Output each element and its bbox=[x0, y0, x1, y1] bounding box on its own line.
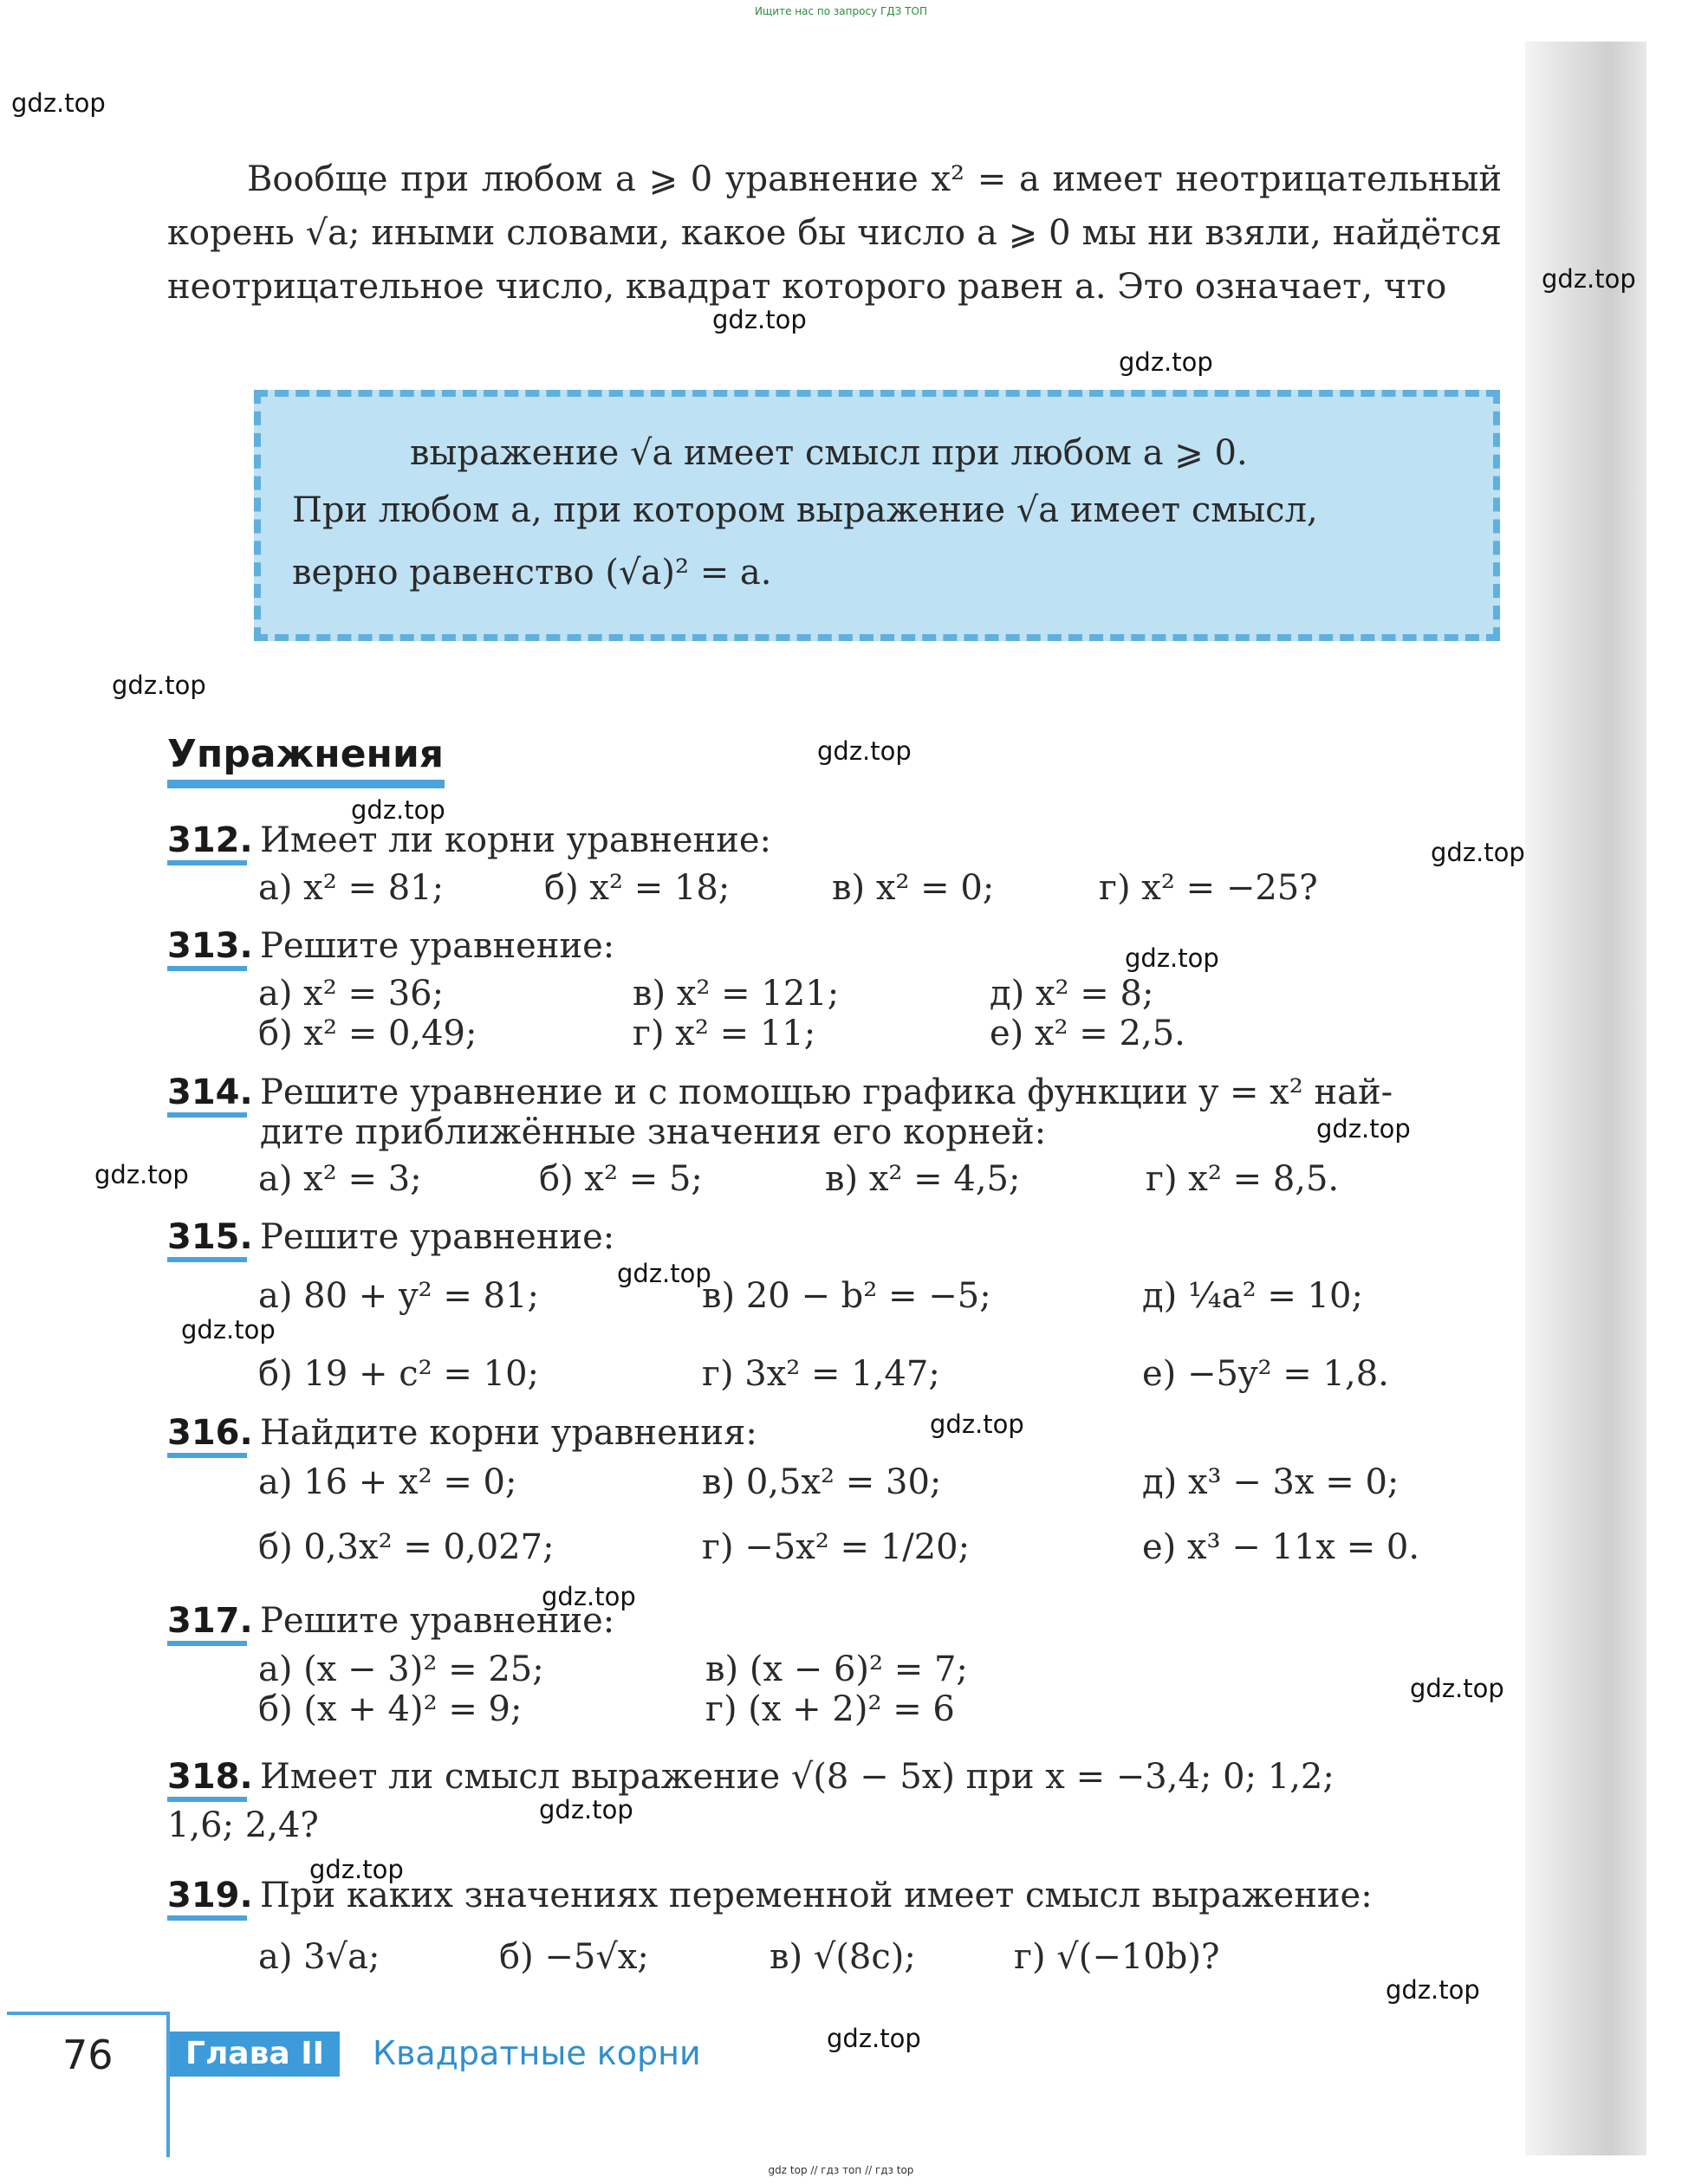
exercise-item: г) (x + 2)² = 6 bbox=[705, 1689, 955, 1729]
exercise-item: а) x² = 81; bbox=[258, 868, 445, 908]
exercise-text-312: Имеет ли корни уравнение: bbox=[260, 820, 771, 860]
section-title: Упражнения bbox=[167, 732, 445, 776]
watermark: gdz.top bbox=[617, 1259, 711, 1288]
exercise-number-318: 318. bbox=[167, 1757, 253, 1797]
exercise-item: д) x² = 8; bbox=[990, 974, 1154, 1014]
watermark: gdz.top bbox=[351, 795, 445, 825]
exercise-text-314: Решите уравнение и с помощью графика функции y = x² най- bbox=[260, 1073, 1393, 1112]
watermark: gdz.top bbox=[11, 88, 106, 118]
watermark: gdz.top bbox=[181, 1315, 276, 1345]
exercise-item: е) −5y² = 1,8. bbox=[1142, 1354, 1389, 1394]
exercise-item: г) x² = 11; bbox=[633, 1014, 816, 1053]
watermark: gdz.top bbox=[827, 2024, 921, 2053]
exercise-number-317: 317. bbox=[167, 1601, 253, 1641]
exercise-number-313: 313. bbox=[167, 926, 253, 966]
exercise-number-314: 314. bbox=[167, 1073, 253, 1112]
exercise-item: а) 16 + x² = 0; bbox=[258, 1462, 517, 1502]
exercise-number-315: 315. bbox=[167, 1217, 253, 1257]
exercise-item: г) √(−10b)? bbox=[1014, 1937, 1220, 1977]
watermark: gdz.top bbox=[817, 736, 912, 766]
watermark: gdz.top bbox=[309, 1855, 404, 1884]
exercise-item: в) x² = 0; bbox=[832, 868, 995, 908]
exercise-item: в) 20 − b² = −5; bbox=[702, 1276, 991, 1316]
section-title-underline bbox=[167, 780, 445, 788]
exercise-item: б) −5√x; bbox=[499, 1937, 649, 1977]
exercise-item: г) x² = −25? bbox=[1099, 868, 1318, 908]
exercise-item: г) 3x² = 1,47; bbox=[702, 1354, 940, 1394]
watermark: gdz.top bbox=[1386, 1975, 1480, 2005]
exercise-item: а) 3√a; bbox=[258, 1937, 380, 1977]
exercise-item: в) x² = 4,5; bbox=[825, 1159, 1021, 1199]
watermark: gdz.top bbox=[94, 1160, 189, 1189]
watermark: gdz.top bbox=[1125, 943, 1219, 973]
exercise-item: е) x³ − 11x = 0. bbox=[1142, 1527, 1420, 1567]
exercise-item: а) (x − 3)² = 25; bbox=[258, 1649, 544, 1689]
watermark: gdz.top bbox=[539, 1795, 633, 1824]
exercise-item: б) (x + 4)² = 9; bbox=[258, 1689, 523, 1729]
exercise-item: б) x² = 0,49; bbox=[258, 1014, 477, 1053]
exercise-item: б) x² = 5; bbox=[539, 1159, 703, 1199]
exercise-item: в) 0,5x² = 30; bbox=[702, 1462, 942, 1502]
page-edge-shadow bbox=[1525, 42, 1646, 2155]
exercise-text-313: Решите уравнение: bbox=[260, 926, 615, 966]
exercise-item: б) 0,3x² = 0,027; bbox=[258, 1527, 555, 1567]
exercise-item: а) x² = 36; bbox=[258, 974, 445, 1014]
rule-line-2: При любом a, при котором выражение √a имеет смысл, bbox=[292, 490, 1318, 530]
exercise-item: г) x² = 8,5. bbox=[1146, 1159, 1340, 1199]
chapter-badge: Глава II bbox=[170, 2032, 340, 2077]
rule-line-3: верно равенство (√a)² = a. bbox=[292, 553, 772, 593]
watermark: gdz.top bbox=[1431, 838, 1525, 867]
exercise-item: а) x² = 3; bbox=[258, 1159, 422, 1199]
exercise-item: д) ¼a² = 10; bbox=[1142, 1276, 1363, 1316]
rule-box bbox=[254, 390, 1500, 641]
exercise-text-314-cont: дите приближённые значения его корней: bbox=[260, 1112, 1047, 1152]
watermark: gdz.top bbox=[930, 1410, 1024, 1439]
exercise-item: в) (x − 6)² = 7; bbox=[705, 1649, 968, 1689]
watermark: gdz.top bbox=[712, 305, 807, 334]
watermark: gdz.top bbox=[1410, 1674, 1504, 1703]
bottom-note: gdz top // гдз топ // гдз top bbox=[768, 2164, 914, 2176]
watermark: gdz.top bbox=[542, 1582, 636, 1611]
exercise-item: г) −5x² = 1/20; bbox=[702, 1527, 971, 1567]
exercise-text-318: Имеет ли смысл выражение √(8 − 5x) при x = −3,4; 0; 1,2; bbox=[260, 1757, 1335, 1797]
exercise-text-315: Решите уравнение: bbox=[260, 1217, 615, 1257]
exercise-item: е) x² = 2,5. bbox=[990, 1014, 1185, 1053]
exercise-number-319: 319. bbox=[167, 1876, 253, 1915]
exercise-text-319: При каких значениях переменной имеет смысл выражение: bbox=[260, 1876, 1373, 1915]
exercise-text-316: Найдите корни уравнения: bbox=[260, 1413, 757, 1453]
chapter-title: Квадратные корни bbox=[373, 2034, 701, 2072]
exercise-item: в) √(8c); bbox=[770, 1937, 916, 1977]
rule-line-1: выражение √a имеет смысл при любом a ⩾ 0. bbox=[410, 433, 1248, 473]
watermark: gdz.top bbox=[1542, 264, 1636, 294]
exercise-item: б) x² = 18; bbox=[544, 868, 731, 908]
top-note: Ищите нас по запросу ГДЗ ТОП bbox=[755, 5, 927, 17]
page-number: 76 bbox=[62, 2032, 114, 2078]
watermark: gdz.top bbox=[1316, 1114, 1411, 1144]
exercise-text-318-cont: 1,6; 2,4? bbox=[167, 1805, 319, 1845]
intro-paragraph: Вообще при любом a ⩾ 0 уравнение x² = a имеет неотрицательный корень √a; иными словами, какое бы число a ⩾ 0 мы ни взяли, найдётся неотрицательное число, квадрат которого равен a. Это означает, что bbox=[167, 159, 1502, 307]
exercise-item: б) 19 + c² = 10; bbox=[258, 1354, 540, 1394]
exercise-item: в) x² = 121; bbox=[633, 974, 840, 1014]
watermark: gdz.top bbox=[112, 671, 206, 700]
exercise-number-316: 316. bbox=[167, 1413, 253, 1453]
exercise-text-317: Решите уравнение: bbox=[260, 1601, 615, 1641]
exercise-item: а) 80 + y² = 81; bbox=[258, 1276, 539, 1316]
exercise-number-312: 312. bbox=[167, 820, 253, 860]
watermark: gdz.top bbox=[1119, 347, 1213, 377]
exercise-item: д) x³ − 3x = 0; bbox=[1142, 1462, 1400, 1502]
